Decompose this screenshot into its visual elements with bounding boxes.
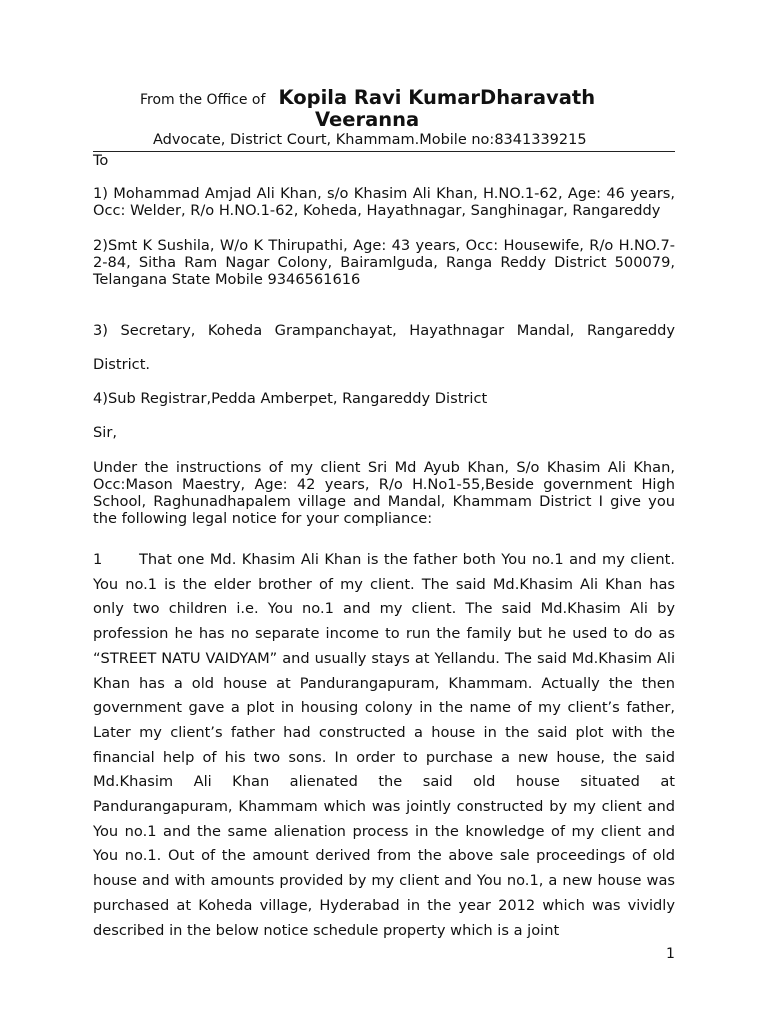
letterhead bbox=[140, 86, 595, 109]
paragraph-1-text: That one Md. Khasim Ali Khan is the father both You no.1 and my client. You no.1 is the elder brother of my client. The said Md.Khasim Ali Khan has only two children i.e. You no.1 and my client. The said Md.Khasim Ali by profession he has no separate income to run the family but he used to do as “STREET NATU VAIDYAM” and usually stays at Yellandu. The said Md.Khasim Ali Khan has a old house at Pandurangapuram, Khammam. Actually the then government gave a plot in housing colony in the name of my client’s father, Later my client’s father had constructed a house in the said plot with the financial help of his two sons. In order to purchase a new house, the said Md.Khasim Ali Khan alienated the said old house situated at Pandurangapuram, Khammam which was jointly constructed by my client and You no.1 and the same alienation process in the knowledge of my client and You no.1. Out of the amount derived from the above sale proceedings of old house and with amounts provided by my client and You no.1, a new house was purchased at Koheda village, Hyderabad in the year 2012 which was vividly described in the below notice schedule property which is a joint bbox=[93, 551, 675, 939]
recipient-1: 1) Mohammad Amjad Ali Khan, s/o Khasim Ali Khan, H.NO.1-62, Age: 46 years, Occ: Welder, R/o H.NO.1-62, Koheda, Hayathnagar, Sanghinagar, Rangareddy bbox=[93, 185, 675, 219]
advocate-name: Kopila Ravi KumarDharavath bbox=[278, 86, 596, 109]
page-number: 1 bbox=[666, 946, 675, 962]
to-label: To bbox=[93, 152, 109, 169]
salutation: Sir, bbox=[93, 424, 117, 441]
recipient-3-continued: District. bbox=[93, 356, 151, 373]
recipient-3: 3) Secretary, Koheda Grampanchayat, Hayathnagar Mandal, Rangareddy bbox=[93, 322, 675, 339]
intro-paragraph: Under the instructions of my client Sri Md Ayub Khan, S/o Khasim Ali Khan, Occ:Mason Maestry, Age: 42 years, R/o H.No1-55,Beside government High School, Raghunadhapalem village and Mandal, Khammam District I give you the following legal notice for your compliance: bbox=[93, 459, 675, 527]
from-label: From the Office of bbox=[140, 92, 266, 108]
advocate-details: Advocate, District Court, Khammam.Mobile no:8341339215 bbox=[153, 132, 587, 148]
recipient-2: 2)Smt K Sushila, W/o K Thirupathi, Age: 43 years, Occ: Housewife, R/o H.NO.7-2-84, Sitha Ram Nagar Colony, Bairamlguda, Ranga Reddy District 500079, Telangana State Mobile 9346561616 bbox=[93, 237, 675, 288]
paragraph-1 bbox=[93, 548, 675, 943]
recipient-4: 4)Sub Registrar,Pedda Amberpet, Rangareddy District bbox=[93, 390, 488, 407]
paragraph-number: 1 bbox=[93, 551, 103, 568]
advocate-name-continued: Veeranna bbox=[315, 108, 420, 131]
